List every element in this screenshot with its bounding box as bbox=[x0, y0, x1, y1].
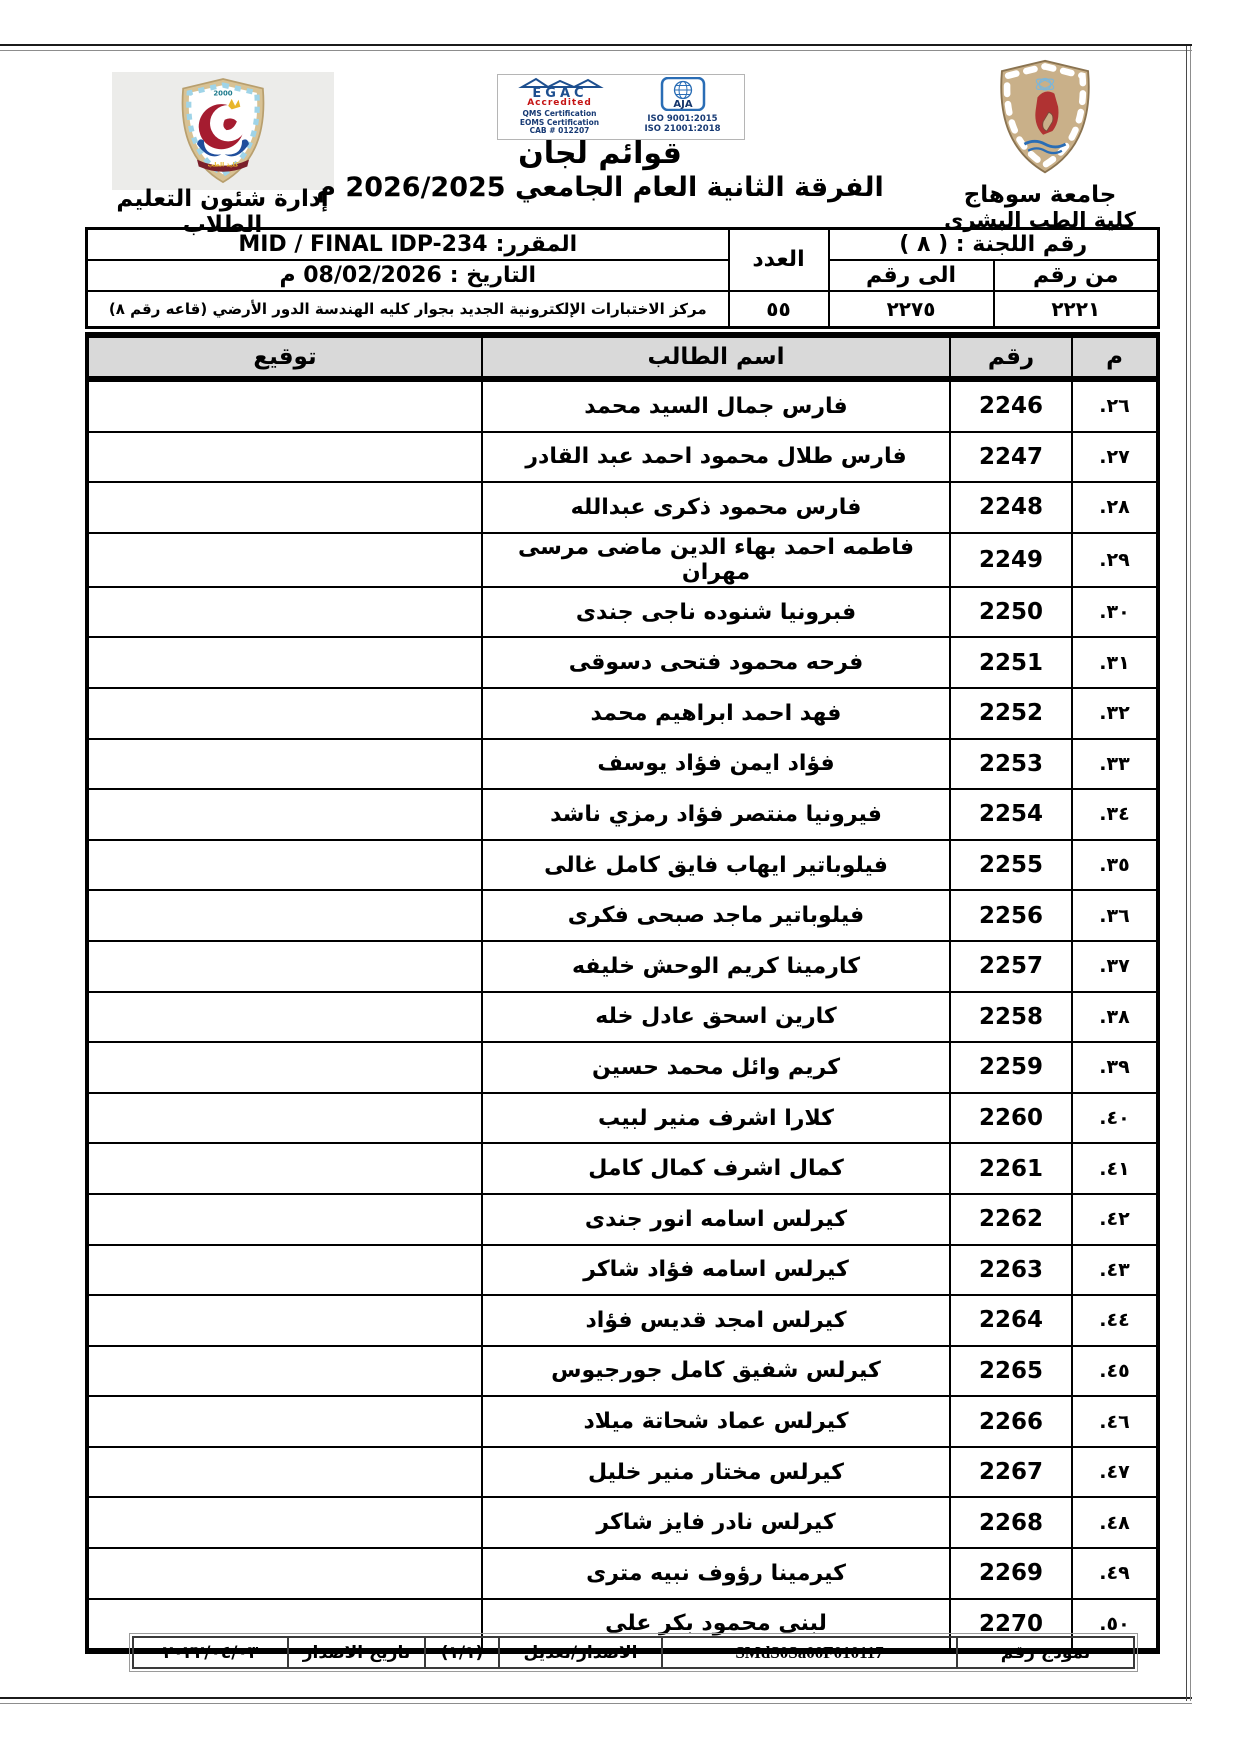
exam-date-label: التاريخ : bbox=[449, 262, 537, 288]
signature-cell bbox=[87, 992, 482, 1043]
student-number-cell: 2260 bbox=[950, 1093, 1072, 1144]
signature-cell bbox=[87, 688, 482, 739]
student-number-cell: 2248 bbox=[950, 482, 1072, 533]
course-label: المقرر: bbox=[495, 231, 578, 257]
student-number-cell: 2253 bbox=[950, 739, 1072, 790]
student-name-cell: فؤاد ايمن فؤاد يوسف bbox=[482, 739, 950, 790]
student-name-cell: كارمينا كريم الوحش خليفه bbox=[482, 941, 950, 992]
serial-cell: ٤٣. bbox=[1072, 1245, 1158, 1296]
egac-block bbox=[498, 75, 621, 139]
signature-cell bbox=[87, 739, 482, 790]
serial-cell: ٤٩. bbox=[1072, 1548, 1158, 1599]
student-number-cell: 2247 bbox=[950, 432, 1072, 483]
serial-cell: ٤٠. bbox=[1072, 1093, 1158, 1144]
table-row bbox=[87, 1346, 1158, 1397]
egac-cert-lines bbox=[520, 110, 599, 136]
aja-iso-lines bbox=[644, 114, 720, 134]
aja-logo-icon bbox=[660, 77, 706, 111]
serial-cell: ٢٩. bbox=[1072, 533, 1158, 587]
svg-text:2000: 2000 bbox=[213, 89, 233, 98]
egac-line-qms: QMS Certification bbox=[522, 109, 597, 118]
table-row bbox=[87, 1143, 1158, 1194]
student-name-cell: فارس جمال السيد محمد bbox=[482, 379, 950, 432]
university-name: جامعة سوهاج bbox=[963, 182, 1117, 208]
form-number-value: SMdS0Sa00F010117 bbox=[662, 1637, 957, 1668]
student-number-cell: 2256 bbox=[950, 890, 1072, 941]
serial-cell: ٢٨. bbox=[1072, 482, 1158, 533]
certification-box bbox=[497, 74, 745, 140]
signature-cell bbox=[87, 1194, 482, 1245]
left-caption: إدارة شئون التعليم الطلاب bbox=[116, 186, 329, 238]
issue-date-label: تاريخ الاصدار bbox=[288, 1637, 425, 1668]
signature-cell bbox=[87, 1295, 482, 1346]
student-number-cell: 2264 bbox=[950, 1295, 1072, 1346]
serial-cell: ٤٧. bbox=[1072, 1447, 1158, 1498]
issue-label: الاصدار/تعديل bbox=[499, 1637, 662, 1668]
sohag-university-logo bbox=[985, 58, 1105, 176]
exam-location: مركز الاختبارات الإلكترونية الجديد بجوار كليه الهندسة الدور الأرضي (قاعه رقم ٨) bbox=[87, 291, 729, 328]
header-serial: م bbox=[1072, 335, 1158, 379]
svg-text:EGAC: EGAC bbox=[531, 86, 588, 99]
signature-cell bbox=[87, 1245, 482, 1296]
student-name-cell: كيرلس عماد شحاتة ميلاد bbox=[482, 1396, 950, 1447]
student-number-cell: 2270 bbox=[950, 1599, 1072, 1652]
table-row bbox=[87, 1042, 1158, 1093]
table-row bbox=[87, 587, 1158, 638]
serial-cell: ٣١. bbox=[1072, 637, 1158, 688]
student-name-cell: كيرلس اسامه فؤاد شاكر bbox=[482, 1245, 950, 1296]
student-name-cell: كيرلس اسامه انور جندى bbox=[482, 1194, 950, 1245]
issue-date-value: ٢٠٢٢/٠٤/٠٣ bbox=[133, 1637, 288, 1668]
signature-cell bbox=[87, 533, 482, 587]
committee-number-label: رقم اللجنة : ( ٨ ) bbox=[829, 229, 1159, 260]
student-number-cell: 2251 bbox=[950, 637, 1072, 688]
student-name-cell: كيرلس شفيق كامل جورجيوس bbox=[482, 1346, 950, 1397]
serial-cell: ٢٦. bbox=[1072, 379, 1158, 432]
table-row bbox=[87, 482, 1158, 533]
course-value: MID / FINAL IDP-234 bbox=[238, 231, 488, 257]
header-number: رقم bbox=[950, 335, 1072, 379]
student-number-cell: 2268 bbox=[950, 1497, 1072, 1548]
student-number-cell: 2265 bbox=[950, 1346, 1072, 1397]
table-row bbox=[87, 379, 1158, 432]
table-row bbox=[87, 1093, 1158, 1144]
table-row bbox=[87, 739, 1158, 790]
table-row bbox=[87, 1295, 1158, 1346]
student-name-cell: كيرمينا رؤوف نبيه مترى bbox=[482, 1548, 950, 1599]
serial-cell: ٤٤. bbox=[1072, 1295, 1158, 1346]
student-name-cell: فارس محمود ذكرى عبدالله bbox=[482, 482, 950, 533]
signature-cell bbox=[87, 789, 482, 840]
table-row bbox=[87, 432, 1158, 483]
college-name: كلية الطب البشرى bbox=[944, 208, 1136, 232]
student-number-cell: 2261 bbox=[950, 1143, 1072, 1194]
egac-line-cab: CAB # 012207 bbox=[529, 126, 590, 135]
serial-cell: ٣٤. bbox=[1072, 789, 1158, 840]
student-name-cell: فارس طلال محمود احمد عبد القادر bbox=[482, 432, 950, 483]
student-name-cell: لبنى محمود بكر على bbox=[482, 1599, 950, 1652]
signature-cell bbox=[87, 482, 482, 533]
student-number-cell: 2254 bbox=[950, 789, 1072, 840]
table-row bbox=[87, 1396, 1158, 1447]
table-row bbox=[87, 941, 1158, 992]
form-number-label: نموذج رقم bbox=[957, 1637, 1134, 1668]
from-number-label: من رقم bbox=[994, 260, 1159, 291]
top-rule bbox=[0, 44, 1192, 51]
serial-cell: ٣٠. bbox=[1072, 587, 1158, 638]
signature-cell bbox=[87, 1497, 482, 1548]
right-margin-rule bbox=[1186, 46, 1191, 1701]
right-caption bbox=[920, 182, 1160, 232]
student-name-cell: فاطمه احمد بهاء الدين ماضى مرسى مهران bbox=[482, 533, 950, 587]
academic-year-title: الفرقة الثانية العام الجامعي 2026/2025 م bbox=[316, 172, 884, 203]
table-row bbox=[87, 637, 1158, 688]
student-name-cell: فرحه محمود فتحى دسوقى bbox=[482, 637, 950, 688]
signature-cell bbox=[87, 1346, 482, 1397]
student-number-cell: 2263 bbox=[950, 1245, 1072, 1296]
signature-cell bbox=[87, 379, 482, 432]
student-number-cell: 2246 bbox=[950, 379, 1072, 432]
student-name-cell: كلارا اشرف منير لبيب bbox=[482, 1093, 950, 1144]
to-number-label: الى رقم bbox=[829, 260, 994, 291]
signature-cell bbox=[87, 941, 482, 992]
table-row bbox=[87, 1497, 1158, 1548]
table-row bbox=[87, 1194, 1158, 1245]
serial-cell: ٣٢. bbox=[1072, 688, 1158, 739]
committee-info-table bbox=[85, 227, 1160, 329]
table-row bbox=[87, 1447, 1158, 1498]
table-row bbox=[87, 1245, 1158, 1296]
from-number-value: ٢٢٢١ bbox=[994, 291, 1159, 328]
signature-cell bbox=[87, 890, 482, 941]
student-number-cell: 2250 bbox=[950, 587, 1072, 638]
svg-text:AJA: AJA bbox=[672, 99, 693, 110]
iso-line-2: ISO 21001:2018 bbox=[644, 124, 721, 134]
student-name-cell: فيلوباتير ماجد صبحى فكرى bbox=[482, 890, 950, 941]
table-row bbox=[87, 840, 1158, 891]
serial-cell: ٢٧. bbox=[1072, 432, 1158, 483]
count-value: ٥٥ bbox=[729, 291, 829, 328]
header-signature: توقيع bbox=[87, 335, 482, 379]
header-student-name: اسم الطالب bbox=[482, 335, 950, 379]
signature-cell bbox=[87, 1447, 482, 1498]
serial-cell: ٤٥. bbox=[1072, 1346, 1158, 1397]
signature-cell bbox=[87, 587, 482, 638]
student-number-cell: 2266 bbox=[950, 1396, 1072, 1447]
serial-cell: ٤١. bbox=[1072, 1143, 1158, 1194]
signature-cell bbox=[87, 840, 482, 891]
issue-value: (١/١) bbox=[425, 1637, 499, 1668]
count-label: العدد bbox=[729, 229, 829, 291]
student-number-cell: 2255 bbox=[950, 840, 1072, 891]
students-table bbox=[85, 332, 1160, 1654]
serial-cell: ٣٨. bbox=[1072, 992, 1158, 1043]
student-number-cell: 2259 bbox=[950, 1042, 1072, 1093]
student-number-cell: 2267 bbox=[950, 1447, 1072, 1498]
exam-date-value: 08/02/2026 م bbox=[279, 262, 442, 288]
table-row bbox=[87, 1548, 1158, 1599]
student-name-cell: كمال اشرف كمال كامل bbox=[482, 1143, 950, 1194]
student-number-cell: 2269 bbox=[950, 1548, 1072, 1599]
to-number-value: ٢٢٧٥ bbox=[829, 291, 994, 328]
table-row bbox=[87, 533, 1158, 587]
bottom-rule bbox=[0, 1697, 1192, 1704]
table-row bbox=[87, 992, 1158, 1043]
student-number-cell: 2262 bbox=[950, 1194, 1072, 1245]
signature-cell bbox=[87, 1042, 482, 1093]
serial-cell: ٥٠. bbox=[1072, 1599, 1158, 1652]
student-name-cell: فيلوباتير ايهاب فايق كامل غالى bbox=[482, 840, 950, 891]
serial-cell: ٤٦. bbox=[1072, 1396, 1158, 1447]
egac-accredited-label: Accredited bbox=[527, 98, 592, 108]
serial-cell: ٣٦. bbox=[1072, 890, 1158, 941]
student-name-cell: فبرونيا شنوده ناجى جندى bbox=[482, 587, 950, 638]
serial-cell: ٤٢. bbox=[1072, 1194, 1158, 1245]
signature-cell bbox=[87, 432, 482, 483]
student-number-cell: 2257 bbox=[950, 941, 1072, 992]
aja-block bbox=[621, 75, 744, 139]
signature-cell bbox=[87, 637, 482, 688]
iso-line-1: ISO 9001:2015 bbox=[647, 114, 718, 124]
student-name-cell: كريم وائل محمد حسين bbox=[482, 1042, 950, 1093]
table-header-row bbox=[87, 335, 1158, 379]
student-name-cell: كيرلس مختار منير خليل bbox=[482, 1447, 950, 1498]
table-row bbox=[87, 890, 1158, 941]
student-name-cell: كيرلس امجد قديس فؤاد bbox=[482, 1295, 950, 1346]
signature-cell bbox=[87, 1396, 482, 1447]
student-number-cell: 2252 bbox=[950, 688, 1072, 739]
student-number-cell: 2249 bbox=[950, 533, 1072, 587]
page-title: قوائم لجان bbox=[518, 136, 682, 171]
table-row bbox=[87, 789, 1158, 840]
student-name-cell: كارين اسحق عادل خله bbox=[482, 992, 950, 1043]
signature-cell bbox=[87, 1548, 482, 1599]
egac-line-eoms: EOMS Certification bbox=[519, 117, 600, 127]
footer-form-table bbox=[132, 1636, 1135, 1669]
student-name-cell: فهد احمد ابراهيم محمد bbox=[482, 688, 950, 739]
course-cell bbox=[87, 229, 729, 260]
signature-cell bbox=[87, 1143, 482, 1194]
serial-cell: ٣٩. bbox=[1072, 1042, 1158, 1093]
serial-cell: ٤٨. bbox=[1072, 1497, 1158, 1548]
faculty-of-medicine-logo bbox=[171, 76, 275, 186]
student-name-cell: فيرونيا منتصر فؤاد رمزي ناشد bbox=[482, 789, 950, 840]
exam-date-cell bbox=[87, 260, 729, 291]
student-name-cell: كيرلس نادر فايز شاكر bbox=[482, 1497, 950, 1548]
serial-cell: ٣٥. bbox=[1072, 840, 1158, 891]
svg-text:كلية الطب: كلية الطب bbox=[207, 161, 239, 169]
egac-logo-icon bbox=[514, 77, 606, 99]
signature-cell bbox=[87, 1093, 482, 1144]
table-row bbox=[87, 688, 1158, 739]
serial-cell: ٣٣. bbox=[1072, 739, 1158, 790]
serial-cell: ٣٧. bbox=[1072, 941, 1158, 992]
student-number-cell: 2258 bbox=[950, 992, 1072, 1043]
